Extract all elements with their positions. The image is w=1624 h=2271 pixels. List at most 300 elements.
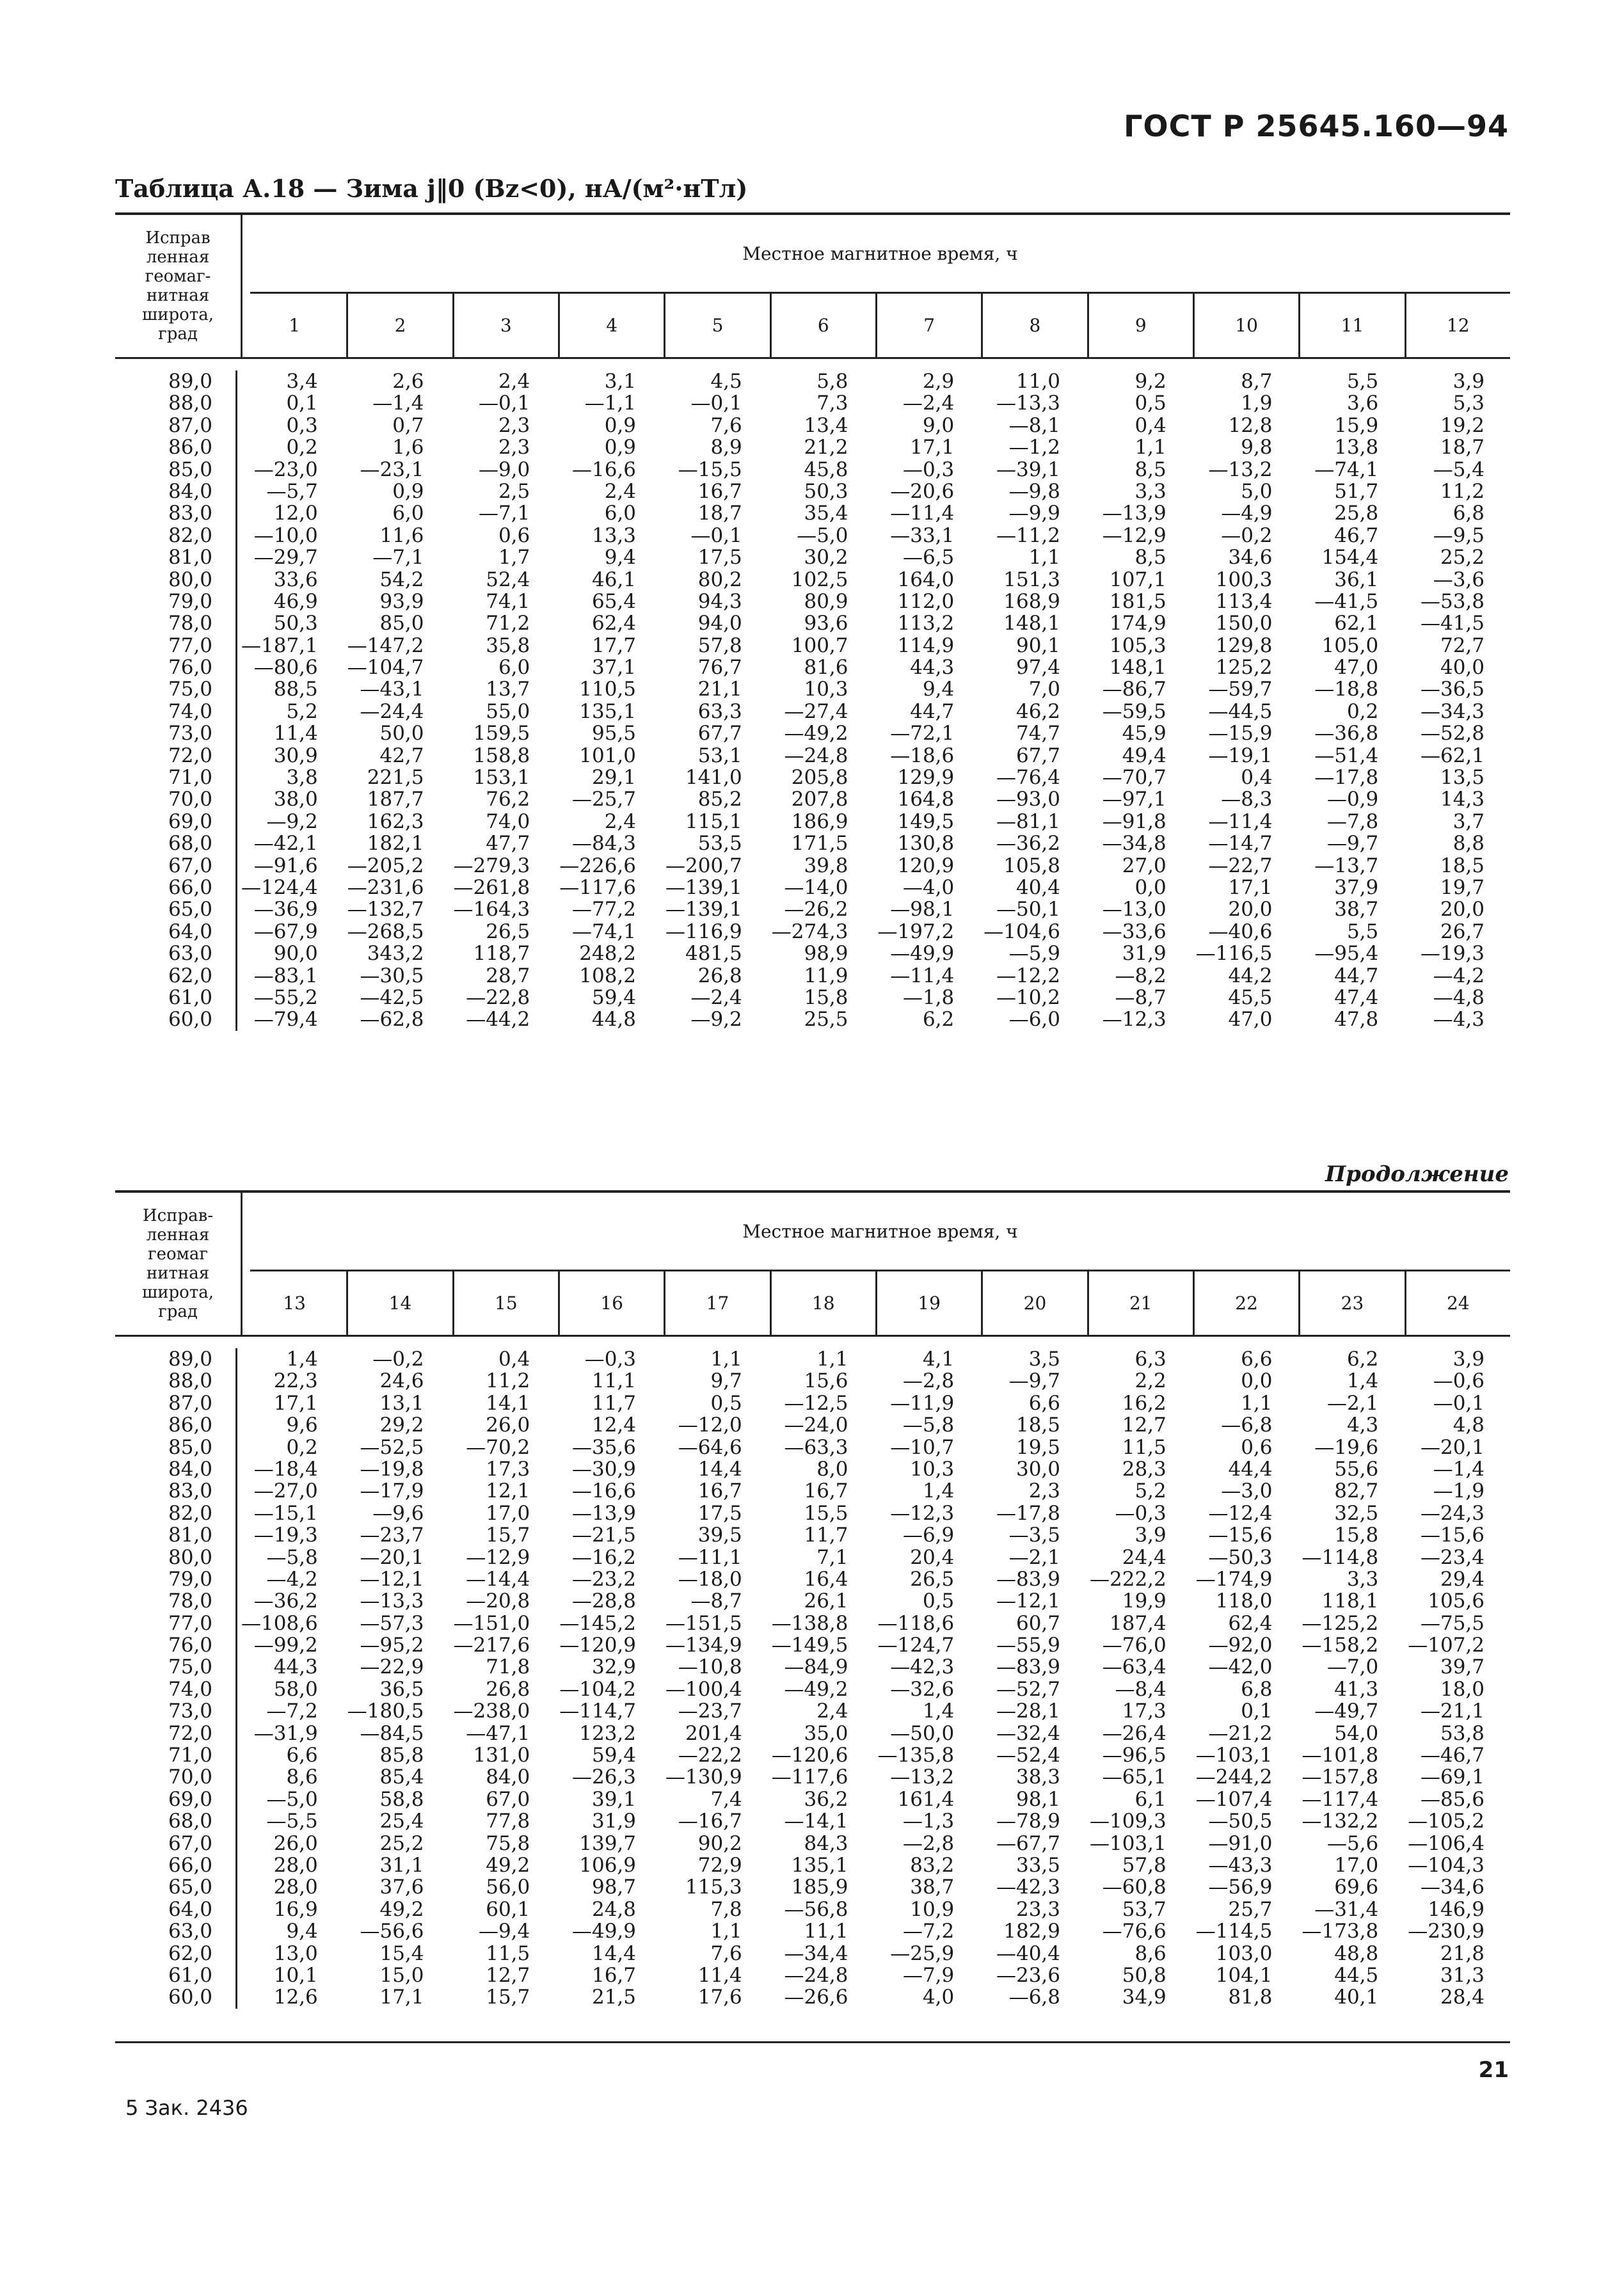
- latitude-cell: 80,0: [168, 1545, 212, 1569]
- value-cell: 0,7: [392, 413, 424, 437]
- value-cell: 77,8: [486, 1810, 530, 1833]
- latitude-cell: 77,0: [168, 1611, 212, 1635]
- time-header: Местное магнитное время, ч: [250, 215, 1510, 294]
- value-cell: 16,7: [804, 1479, 848, 1503]
- value-cell: —9,8: [1008, 479, 1060, 503]
- value-cell: 10,3: [804, 678, 848, 701]
- value-column: [237, 1348, 344, 2009]
- value-cell: 45,5: [1228, 985, 1273, 1009]
- value-cell: 35,4: [804, 502, 848, 525]
- value-cell: 17,1: [273, 1391, 318, 1415]
- value-cell: 47,0: [1228, 1008, 1273, 1032]
- value-cell: 17,5: [697, 546, 742, 570]
- value-cell: 4,0: [922, 1986, 955, 2009]
- value-column: [980, 1348, 1086, 2009]
- value-cell: 2,6: [392, 370, 424, 393]
- value-cell: 5,8: [816, 370, 848, 393]
- value-cell: 125,2: [1215, 656, 1273, 680]
- value-cell: 39,8: [804, 854, 848, 877]
- value-cell: —84,3: [571, 832, 636, 856]
- value-cell: 44,4: [1228, 1457, 1273, 1481]
- order-number: 5 Зак. 2436: [125, 2096, 248, 2120]
- value-cell: 47,8: [1334, 1008, 1379, 1032]
- latitude-cell: 73,0: [168, 1700, 212, 1723]
- value-cell: —12,5: [784, 1391, 848, 1415]
- value-cell: —50,3: [1208, 1545, 1273, 1569]
- value-cell: —103,1: [1090, 1831, 1166, 1855]
- value-cell: —55,2: [253, 985, 318, 1009]
- value-cell: 0,9: [604, 413, 636, 437]
- value-cell: —0,2: [1221, 523, 1273, 547]
- value-cell: 24,4: [1122, 1545, 1166, 1569]
- value-cell: —44,5: [1208, 699, 1273, 723]
- value-cell: 32,5: [1334, 1501, 1379, 1525]
- value-cell: 18,7: [1440, 436, 1485, 459]
- value-cell: —0,9: [1326, 788, 1379, 811]
- latitude-cell: 67,0: [168, 1831, 212, 1855]
- value-cell: 0,6: [498, 523, 530, 547]
- value-cell: 12,6: [273, 1986, 318, 2009]
- value-cell: 2,9: [922, 370, 955, 393]
- value-cell: 19,7: [1440, 875, 1485, 899]
- value-cell: 20,0: [1228, 898, 1273, 921]
- value-cell: 148,1: [1110, 656, 1166, 680]
- value-cell: 50,3: [804, 479, 848, 503]
- value-cell: 54,2: [379, 568, 424, 591]
- value-cell: 5,2: [286, 699, 318, 723]
- value-cell: —15,5: [678, 458, 742, 481]
- value-cell: 16,7: [591, 1963, 636, 1987]
- value-column: [344, 1348, 450, 2009]
- value-cell: —8,1: [1008, 413, 1060, 437]
- value-cell: 13,7: [486, 678, 530, 701]
- value-cell: —132,7: [347, 898, 424, 921]
- value-cell: 114,9: [897, 633, 955, 657]
- value-cell: —15,6: [1208, 1524, 1273, 1547]
- value-cell: 7,4: [710, 1787, 742, 1811]
- value-cell: 47,0: [1334, 656, 1379, 680]
- value-cell: —55,9: [996, 1634, 1060, 1657]
- value-cell: 34,9: [1122, 1986, 1166, 2009]
- value-cell: —12,9: [1102, 523, 1166, 547]
- value-cell: —147,2: [347, 633, 424, 657]
- value-cell: —1,4: [372, 392, 424, 415]
- value-cell: —12,2: [996, 964, 1060, 987]
- value-cell: —164,3: [453, 898, 530, 921]
- value-cell: 17,1: [910, 436, 955, 459]
- latitude-cell: 88,0: [168, 1369, 212, 1393]
- value-cell: —56,8: [784, 1897, 848, 1921]
- value-cell: 49,2: [379, 1897, 424, 1921]
- value-column: [1404, 1348, 1510, 2009]
- value-cell: —0,2: [372, 1348, 424, 1371]
- value-cell: 1,7: [498, 546, 530, 570]
- value-cell: 49,2: [486, 1853, 530, 1877]
- value-cell: 55,0: [486, 699, 530, 723]
- value-cell: —53,8: [1420, 589, 1485, 613]
- value-cell: —78,9: [996, 1810, 1060, 1833]
- value-cell: 5,0: [1241, 479, 1273, 503]
- value-cell: 1,1: [710, 1348, 742, 1371]
- value-cell: 105,0: [1321, 633, 1379, 657]
- value-cell: 8,7: [1241, 370, 1273, 393]
- value-cell: 35,8: [486, 633, 530, 657]
- value-cell: 14,4: [697, 1457, 742, 1481]
- value-cell: —8,4: [1115, 1677, 1166, 1701]
- value-cell: 12,8: [1228, 413, 1273, 437]
- value-cell: —25,7: [571, 788, 636, 811]
- value-cell: 26,0: [486, 1414, 530, 1437]
- value-cell: 6,2: [922, 1008, 955, 1032]
- value-cell: 7,0: [1028, 678, 1060, 701]
- value-cell: —0,1: [1433, 1391, 1485, 1415]
- value-cell: —93,0: [996, 788, 1060, 811]
- value-cell: 6,2: [1346, 1348, 1379, 1371]
- value-cell: 31,9: [591, 1810, 636, 1833]
- latitude-cell: 72,0: [168, 1721, 212, 1745]
- value-cell: —26,4: [1102, 1721, 1166, 1745]
- value-cell: —70,2: [466, 1435, 530, 1459]
- latitude-cell: 60,0: [168, 1008, 212, 1032]
- value-cell: 60,7: [1015, 1611, 1060, 1635]
- value-cell: —29,7: [253, 546, 318, 570]
- hour-header: 18: [772, 1271, 877, 1335]
- hour-header: 22: [1195, 1271, 1300, 1335]
- value-cell: 0,4: [498, 1348, 530, 1371]
- value-column: [1298, 371, 1405, 1031]
- value-cell: 26,7: [1440, 920, 1485, 943]
- value-cell: —106,4: [1408, 1831, 1485, 1855]
- value-cell: 30,0: [1015, 1457, 1060, 1481]
- value-cell: 74,1: [486, 589, 530, 613]
- value-column: [450, 371, 556, 1031]
- value-cell: 50,0: [379, 722, 424, 745]
- latitude-cell: 84,0: [168, 1457, 212, 1481]
- value-column: [874, 371, 980, 1031]
- value-cell: 39,7: [1440, 1655, 1485, 1679]
- value-cell: —125,2: [1302, 1611, 1379, 1635]
- value-cell: 100,3: [1215, 568, 1273, 591]
- value-cell: —24,4: [360, 699, 424, 723]
- value-cell: 168,9: [1003, 589, 1060, 613]
- value-cell: —4,9: [1221, 502, 1273, 525]
- value-cell: 13,5: [1440, 766, 1485, 790]
- value-cell: 15,8: [1334, 1524, 1379, 1547]
- value-cell: 3,3: [1346, 1567, 1379, 1591]
- value-cell: —50,5: [1208, 1810, 1273, 1833]
- value-cell: —24,3: [1420, 1501, 1485, 1525]
- latitude-cell: 70,0: [168, 1765, 212, 1789]
- value-cell: 13,4: [804, 413, 848, 437]
- hour-header: 9: [1089, 294, 1195, 357]
- latitude-cell: 86,0: [168, 436, 212, 459]
- value-cell: 1,9: [1241, 392, 1273, 415]
- value-cell: 50,8: [1122, 1963, 1166, 1987]
- hour-header: 4: [560, 294, 665, 357]
- value-cell: —35,6: [571, 1435, 636, 1459]
- value-cell: —59,7: [1208, 678, 1273, 701]
- value-cell: —104,6: [983, 920, 1060, 943]
- value-cell: 82,7: [1334, 1479, 1379, 1503]
- continuation-label: Продолжение: [1325, 1161, 1509, 1187]
- value-cell: 2,3: [1028, 1479, 1060, 1503]
- value-cell: —34,6: [1420, 1876, 1485, 1899]
- value-cell: 110,5: [579, 678, 636, 701]
- value-cell: —42,5: [360, 985, 424, 1009]
- value-cell: —19,3: [1420, 942, 1485, 966]
- value-cell: 63,3: [697, 699, 742, 723]
- value-cell: 150,0: [1215, 612, 1273, 635]
- latitude-cell: 76,0: [168, 656, 212, 680]
- value-cell: 57,8: [1122, 1853, 1166, 1877]
- value-cell: 187,7: [367, 788, 424, 811]
- value-cell: 9,2: [1134, 370, 1166, 393]
- value-cell: —230,9: [1408, 1920, 1485, 1943]
- value-cell: —108,6: [241, 1611, 318, 1635]
- value-cell: —261,8: [453, 875, 530, 899]
- value-cell: 6,6: [1028, 1391, 1060, 1415]
- value-cell: —104,7: [347, 656, 424, 680]
- value-cell: —97,1: [1102, 788, 1166, 811]
- value-cell: 36,1: [1334, 568, 1379, 591]
- value-cell: 11,2: [486, 1369, 530, 1393]
- table-caption: Таблица А.18 — Зима j‖0 (Bz<0), нА/(м²·нТл): [115, 174, 748, 203]
- value-cell: 3,1: [604, 370, 636, 393]
- value-cell: —23,6: [996, 1963, 1060, 1987]
- value-column: [237, 371, 344, 1031]
- value-cell: —33,1: [890, 523, 955, 547]
- latitude-cell: 68,0: [168, 1810, 212, 1833]
- value-cell: 30,9: [273, 744, 318, 767]
- value-cell: 105,6: [1428, 1590, 1485, 1613]
- value-cell: 2,5: [498, 479, 530, 503]
- value-cell: 94,3: [697, 589, 742, 613]
- value-cell: —83,9: [996, 1567, 1060, 1591]
- value-cell: 21,1: [697, 678, 742, 701]
- latitude-cell: 61,0: [168, 1963, 212, 1987]
- value-cell: —43,1: [360, 678, 424, 701]
- value-cell: —76,0: [1102, 1634, 1166, 1657]
- value-cell: 25,7: [1228, 1897, 1273, 1921]
- value-cell: 72,9: [697, 1853, 742, 1877]
- latitude-cell: 69,0: [168, 809, 212, 833]
- value-cell: 83,2: [910, 1853, 955, 1877]
- value-cell: 113,4: [1215, 589, 1273, 613]
- latitude-cell: 63,0: [168, 942, 212, 966]
- value-cell: 0,9: [604, 436, 636, 459]
- value-cell: 98,9: [804, 942, 848, 966]
- value-cell: —105,2: [1408, 1810, 1485, 1833]
- value-column: [662, 1348, 768, 2009]
- value-cell: —36,8: [1314, 722, 1379, 745]
- value-cell: 161,4: [897, 1787, 955, 1811]
- value-cell: 6,0: [604, 502, 636, 525]
- hour-header: 21: [1089, 1271, 1195, 1335]
- value-cell: —226,6: [559, 854, 636, 877]
- value-cell: —118,6: [877, 1611, 955, 1635]
- value-cell: 148,1: [1003, 612, 1060, 635]
- value-cell: —79,4: [253, 1008, 318, 1032]
- value-cell: 139,7: [579, 1831, 636, 1855]
- value-cell: 8,6: [286, 1765, 318, 1789]
- value-cell: —52,8: [1420, 722, 1485, 745]
- latitude-cell: 83,0: [168, 1479, 212, 1503]
- value-cell: —103,1: [1195, 1744, 1273, 1767]
- value-cell: —91,6: [253, 854, 318, 877]
- value-cell: 37,1: [591, 656, 636, 680]
- value-cell: 115,1: [685, 809, 742, 833]
- value-cell: —96,5: [1102, 1744, 1166, 1767]
- value-cell: 46,7: [1334, 523, 1379, 547]
- value-cell: 221,5: [367, 766, 424, 790]
- value-cell: 6,8: [1241, 1677, 1273, 1701]
- value-cell: —32,6: [890, 1677, 955, 1701]
- value-cell: 129,8: [1215, 633, 1273, 657]
- value-cell: 18,5: [1440, 854, 1485, 877]
- value-cell: —36,9: [253, 898, 318, 921]
- value-cell: 129,9: [897, 766, 955, 790]
- value-cell: —21,5: [571, 1524, 636, 1547]
- value-cell: 0,1: [1241, 1700, 1273, 1723]
- value-cell: —9,0: [478, 458, 530, 481]
- value-cell: —12,0: [678, 1414, 742, 1437]
- value-cell: —77,2: [571, 898, 636, 921]
- value-cell: —63,3: [784, 1435, 848, 1459]
- value-cell: 53,5: [697, 832, 742, 856]
- value-cell: —44,2: [466, 1008, 530, 1032]
- value-cell: 8,0: [816, 1457, 848, 1481]
- value-cell: —19,8: [360, 1457, 424, 1481]
- value-cell: 2,2: [1134, 1369, 1166, 1393]
- value-cell: 15,5: [804, 1501, 848, 1525]
- value-cell: 40,1: [1334, 1986, 1379, 2009]
- value-cell: 15,9: [1334, 413, 1379, 437]
- value-cell: 16,2: [1122, 1391, 1166, 1415]
- value-cell: —116,5: [1195, 942, 1273, 966]
- value-cell: 182,1: [367, 832, 424, 856]
- value-cell: 44,8: [591, 1008, 636, 1032]
- value-cell: —30,5: [360, 964, 424, 987]
- latitude-cell: 89,0: [168, 370, 212, 393]
- value-cell: 11,1: [591, 1369, 636, 1393]
- value-cell: —130,9: [665, 1765, 742, 1789]
- value-cell: 120,9: [897, 854, 955, 877]
- latitude-column: [115, 371, 237, 1031]
- value-cell: —3,6: [1433, 568, 1485, 591]
- value-cell: 28,0: [273, 1853, 318, 1877]
- value-cell: 0,1: [286, 392, 318, 415]
- value-cell: 171,5: [791, 832, 848, 856]
- value-cell: 88,5: [273, 678, 318, 701]
- value-cell: 2,3: [498, 436, 530, 459]
- value-cell: 23,3: [1015, 1897, 1060, 1921]
- value-cell: 18,0: [1440, 1677, 1485, 1701]
- value-cell: 69,6: [1334, 1876, 1379, 1899]
- hour-header: 7: [877, 294, 983, 357]
- value-cell: 9,4: [286, 1920, 318, 1943]
- latitude-cell: 72,0: [168, 744, 212, 767]
- value-cell: 45,8: [804, 458, 848, 481]
- value-cell: 29,2: [379, 1414, 424, 1437]
- value-cell: 9,7: [710, 1369, 742, 1393]
- latitude-cell: 87,0: [168, 413, 212, 437]
- value-cell: 3,9: [1453, 370, 1485, 393]
- value-cell: —34,4: [784, 1941, 848, 1965]
- value-cell: —31,9: [253, 1721, 318, 1745]
- latitude-cell: 74,0: [168, 699, 212, 723]
- hour-header: 6: [772, 294, 877, 357]
- value-cell: 1,1: [1241, 1391, 1273, 1415]
- value-cell: 1,4: [922, 1700, 955, 1723]
- value-cell: 11,4: [273, 722, 318, 745]
- value-cell: 164,8: [897, 788, 955, 811]
- latitude-cell: 78,0: [168, 612, 212, 635]
- value-cell: 5,5: [1346, 920, 1379, 943]
- value-cell: 19,2: [1440, 413, 1485, 437]
- value-cell: 38,3: [1015, 1765, 1060, 1789]
- value-cell: 6,8: [1453, 502, 1485, 525]
- value-cell: 36,2: [804, 1787, 848, 1811]
- value-cell: 100,7: [791, 633, 848, 657]
- value-cell: 35,0: [804, 1721, 848, 1745]
- value-cell: 62,4: [591, 612, 636, 635]
- value-cell: 0,9: [392, 479, 424, 503]
- value-cell: —62,1: [1420, 744, 1485, 767]
- value-cell: —0,3: [1115, 1501, 1166, 1525]
- value-cell: 2,4: [498, 370, 530, 393]
- hour-header: 11: [1300, 294, 1406, 357]
- value-cell: 25,4: [379, 1810, 424, 1833]
- value-cell: —91,0: [1208, 1831, 1273, 1855]
- value-cell: —36,2: [996, 832, 1060, 856]
- value-cell: 0,0: [1134, 875, 1166, 899]
- value-cell: —16,2: [571, 1545, 636, 1569]
- value-cell: 21,2: [804, 436, 848, 459]
- value-cell: —23,1: [360, 458, 424, 481]
- latitude-cell: 77,0: [168, 633, 212, 657]
- value-cell: —19,3: [253, 1524, 318, 1547]
- value-cell: —27,4: [784, 699, 848, 723]
- value-cell: 44,5: [1334, 1963, 1379, 1987]
- hour-header: 14: [348, 1271, 454, 1335]
- value-cell: 12,7: [1122, 1414, 1166, 1437]
- value-cell: —158,2: [1302, 1634, 1379, 1657]
- value-cell: —21,2: [1208, 1721, 1273, 1745]
- value-column: [874, 1348, 980, 2009]
- value-cell: 71,8: [486, 1655, 530, 1679]
- value-cell: —16,7: [678, 1810, 742, 1833]
- value-cell: 29,1: [591, 766, 636, 790]
- value-cell: 1,1: [816, 1348, 848, 1371]
- value-cell: —20,1: [1420, 1435, 1485, 1459]
- value-cell: —76,4: [996, 766, 1060, 790]
- value-cell: —31,4: [1314, 1897, 1379, 1921]
- value-column: [344, 371, 450, 1031]
- value-cell: —114,5: [1195, 1920, 1273, 1943]
- latitude-cell: 89,0: [168, 1348, 212, 1371]
- value-cell: 46,2: [1015, 699, 1060, 723]
- value-cell: 7,8: [710, 1897, 742, 1921]
- time-header: Местное магнитное время, ч: [250, 1193, 1510, 1271]
- value-cell: 3,7: [1453, 809, 1485, 833]
- hour-header: 2: [348, 294, 454, 357]
- value-cell: 50,3: [273, 612, 318, 635]
- value-cell: 76,2: [486, 788, 530, 811]
- value-cell: 7,6: [710, 413, 742, 437]
- latitude-cell: 68,0: [168, 832, 212, 856]
- value-cell: 28,3: [1122, 1457, 1166, 1481]
- value-cell: —18,4: [253, 1457, 318, 1481]
